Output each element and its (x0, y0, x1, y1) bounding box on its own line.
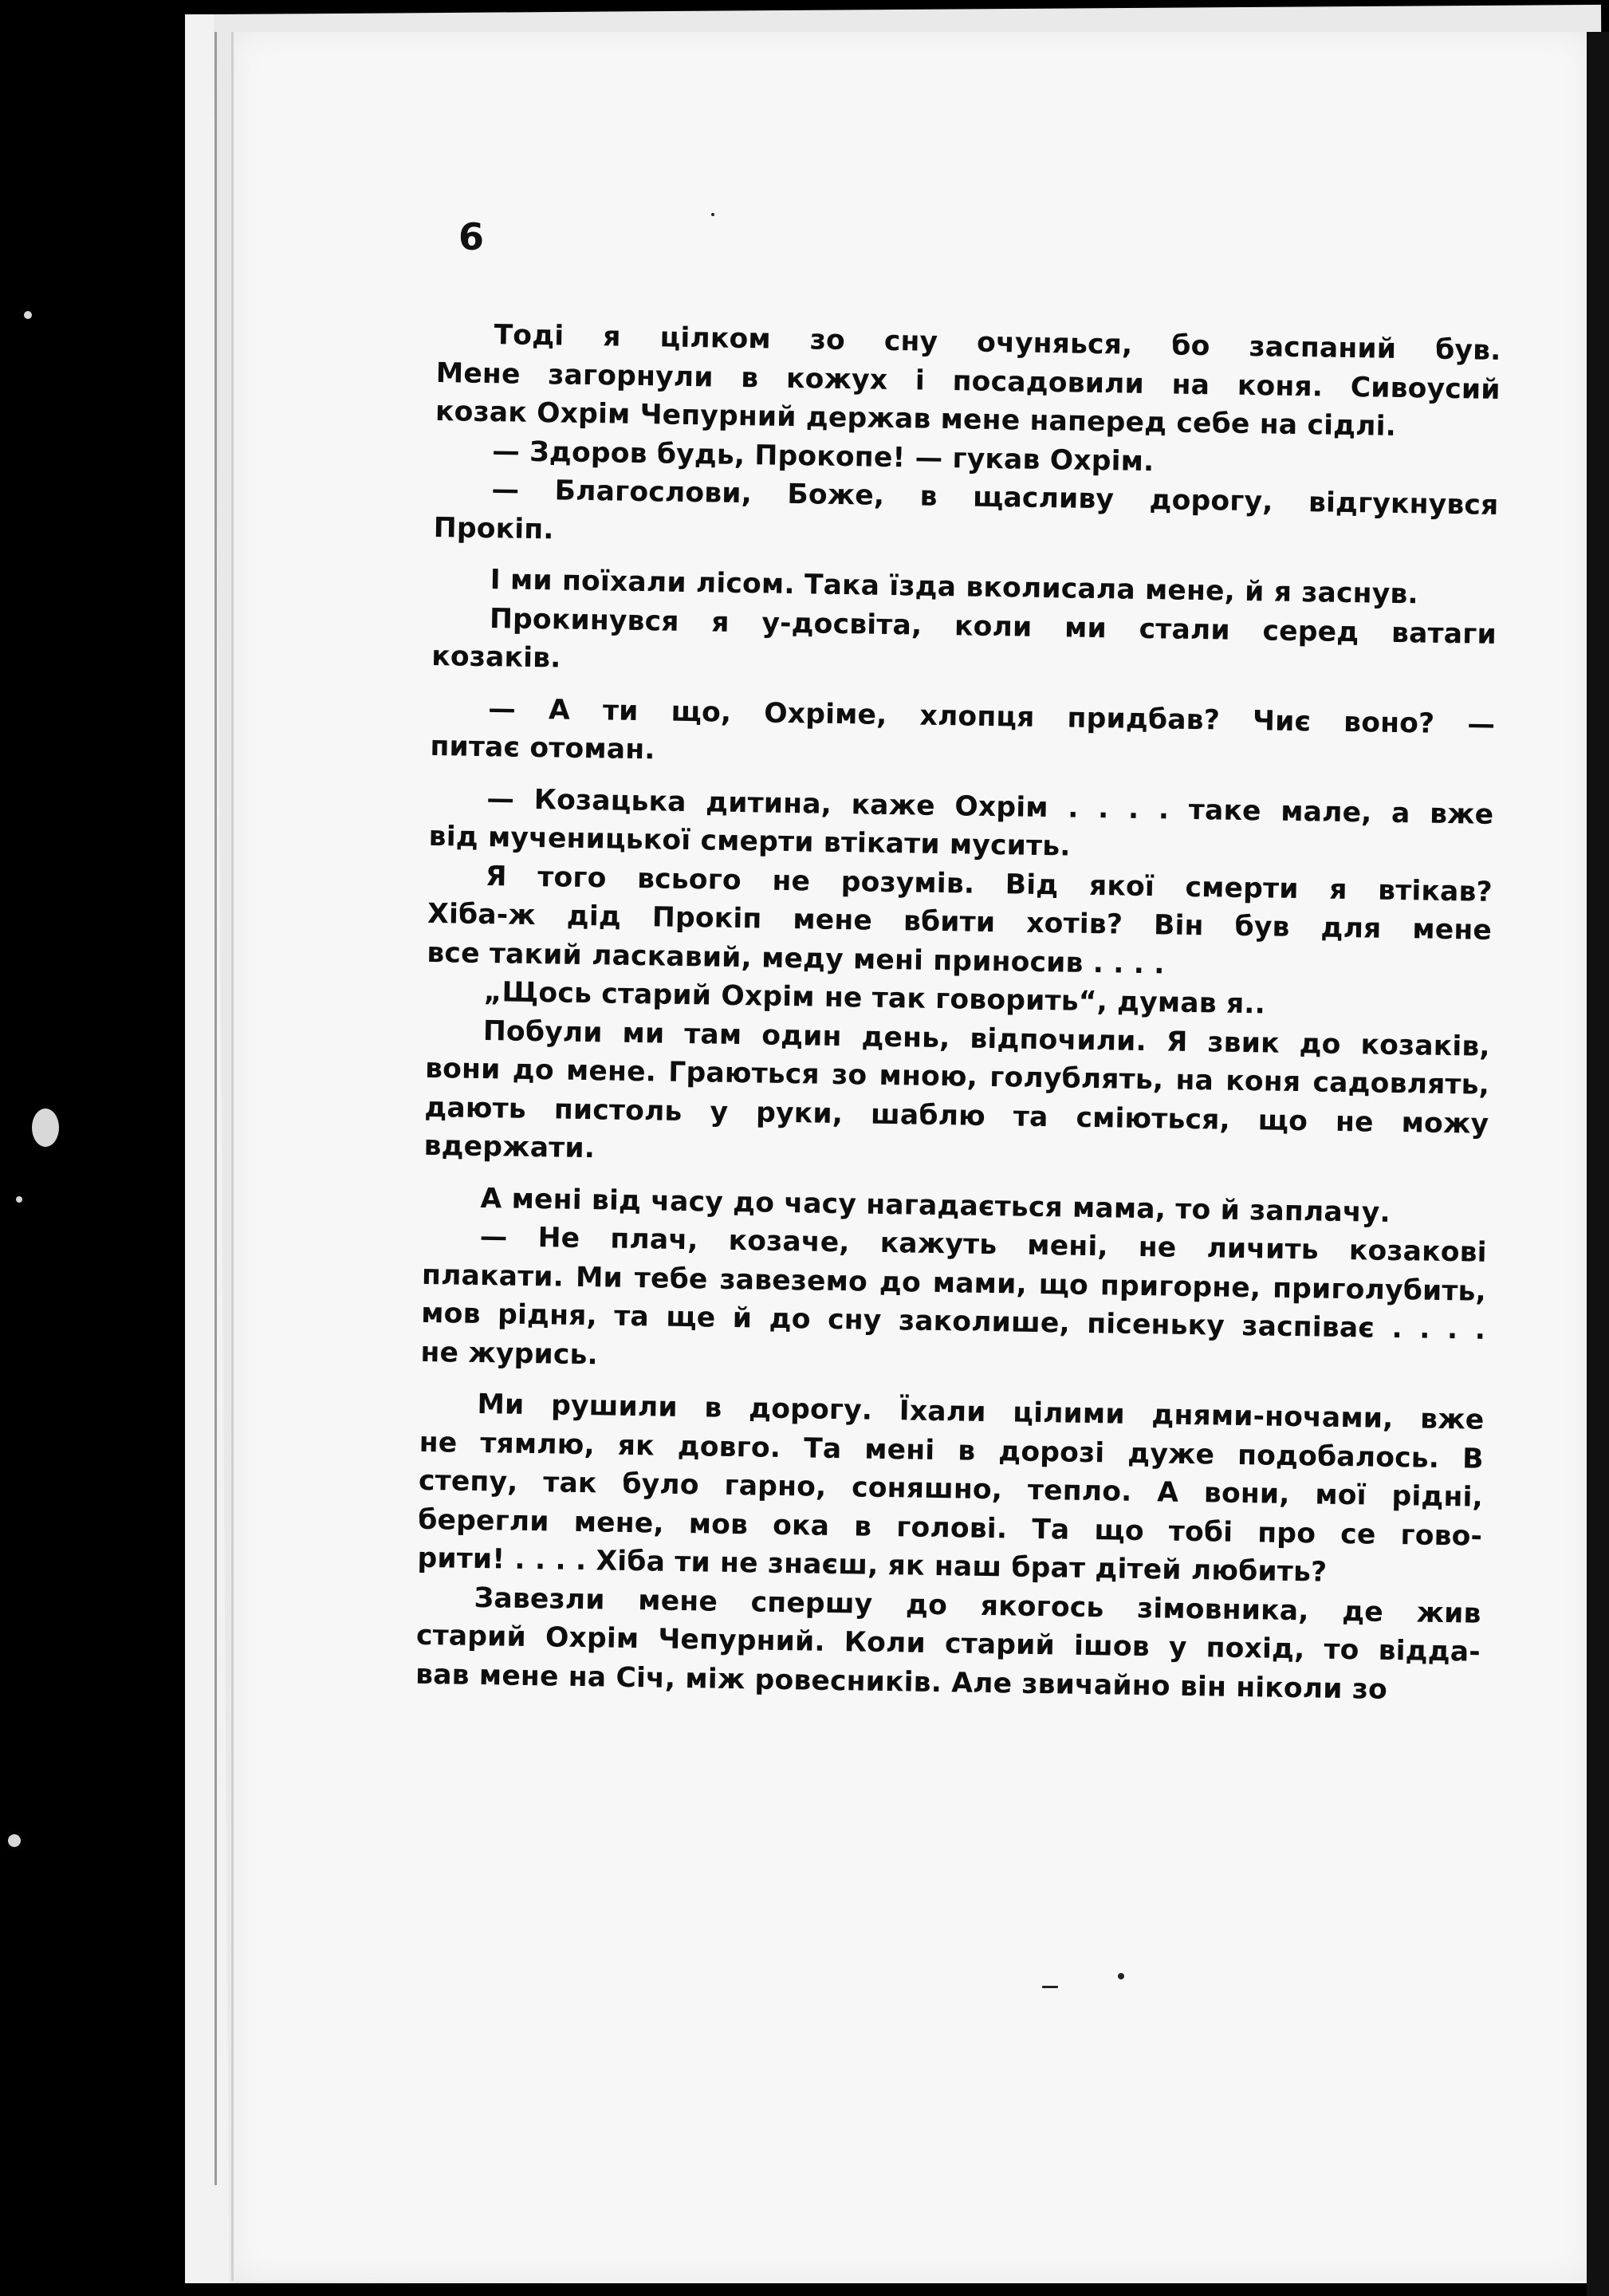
text-line: не журись. (420, 1336, 599, 1371)
text-line: не тямлю, як довго. Та мені в дорозі дуже подобалось. В (419, 1426, 1484, 1475)
paragraph (427, 856, 1493, 988)
text-line: мов рідня, та ще й до сну заколише, пісеньку заспіває . . . . (421, 1297, 1486, 1346)
text-line: дають пистоль у руки, шаблю та сміються, що не можу (424, 1091, 1489, 1140)
binding-shadow (1587, 32, 1609, 2296)
text-line: Мене загорнули в кожух і посадовили на коня. Сивоусий (435, 356, 1501, 406)
text-line: степу, так було гарно, соняшно, тепло. А вони, мої рідні, (418, 1464, 1484, 1514)
scan-speck (8, 1834, 21, 1847)
text-line: берегли мене, мов ока в голові. Та що тобі про се гово- (417, 1503, 1483, 1553)
paragraph (420, 1217, 1487, 1388)
text-line: козаків. (431, 640, 561, 675)
text-line: все такий ласкавий, меду мені приносив . . . . (427, 936, 1165, 980)
text-line: питає отоман. (430, 730, 655, 766)
text-line: Прокинувся я у-досвіта, коли ми стали серед ватаги (489, 602, 1497, 651)
page-number: 6 (458, 215, 485, 258)
text-line: вав мене на Січ, між ровесників. Але звичайно він ніколи зо (415, 1658, 1388, 1706)
text-line: — Здоров будь, Прокопе! — гукав Охрім. (492, 435, 1155, 478)
scan-dash (1042, 1986, 1058, 1988)
paragraph (435, 315, 1501, 447)
text-line: Ми рушили в дорогу. Їхали цілими днями-ночами, вже (477, 1388, 1485, 1436)
text-line: — А ти що, Охріме, хлопця придбав? Чиє воно? — (487, 692, 1496, 741)
text-line: вдержати. (423, 1129, 596, 1165)
paragraph (417, 1384, 1485, 1594)
text-line: — Благослови, Боже, в щасливу дорогу, відгукнувся (491, 474, 1499, 522)
page-fold-line (214, 32, 217, 2185)
paragraph (423, 1010, 1490, 1182)
text-line: І ми поїхали лісом. Така їзда вколисала мене, й я заснув. (490, 564, 1419, 611)
text-line: Я того всього не розумів. Від якої смерти я втікав? (485, 860, 1493, 908)
text-line: „Щось старий Охрім не так говорить“, думав я.. (483, 976, 1266, 1021)
text-line: Хіба-ж дід Прокіп мене вбити хотів? Він був для мене (427, 897, 1493, 947)
text-line: від мученицької смерти втікати мусить. (428, 820, 1071, 863)
text-line: Прокіп. (433, 511, 554, 545)
scan-speck (16, 1196, 22, 1203)
text-line: Побули ми там один день, відпочили. Я звик до козаків, (482, 1014, 1491, 1063)
text-line: — Козацька дитина, каже Охрім . . . . таке мале, а вже (486, 782, 1494, 831)
text-line: — Не плач, козаче, кажуть мені, не личить козакові (479, 1220, 1488, 1269)
text-line: рити! . . . . Хіба ти не знаєш, як наш брат дітей любить? (417, 1542, 1328, 1589)
scan-dot (711, 213, 714, 216)
paragraph (415, 1577, 1481, 1710)
text-line: Тоді я цілком зо сну очуняься, бо заспаний був. (494, 319, 1501, 367)
body-text (415, 315, 1501, 1711)
text-line: Завезли мене спершу до якогось зімовника, де жив (474, 1581, 1481, 1630)
scan-dot (1118, 1973, 1124, 1979)
scan-speck (32, 1109, 59, 1147)
text-line: старий Охрім Чепурний. Коли старий ішов у похід, то віддa- (415, 1619, 1481, 1668)
text-line: вони до мене. Граються зо мною, голублять, на коня садовлять, (424, 1052, 1490, 1101)
scan-speck (24, 311, 32, 319)
text-line: плакати. Ми тебе завеземо до мами, що пригорне, приголубить, (421, 1258, 1487, 1308)
text-line: А мені від часу до часу нагадається мама, то й заплачу. (480, 1182, 1391, 1229)
text-line: козак Охрім Чепурний держав мене наперед себе на сідлі. (435, 395, 1397, 443)
